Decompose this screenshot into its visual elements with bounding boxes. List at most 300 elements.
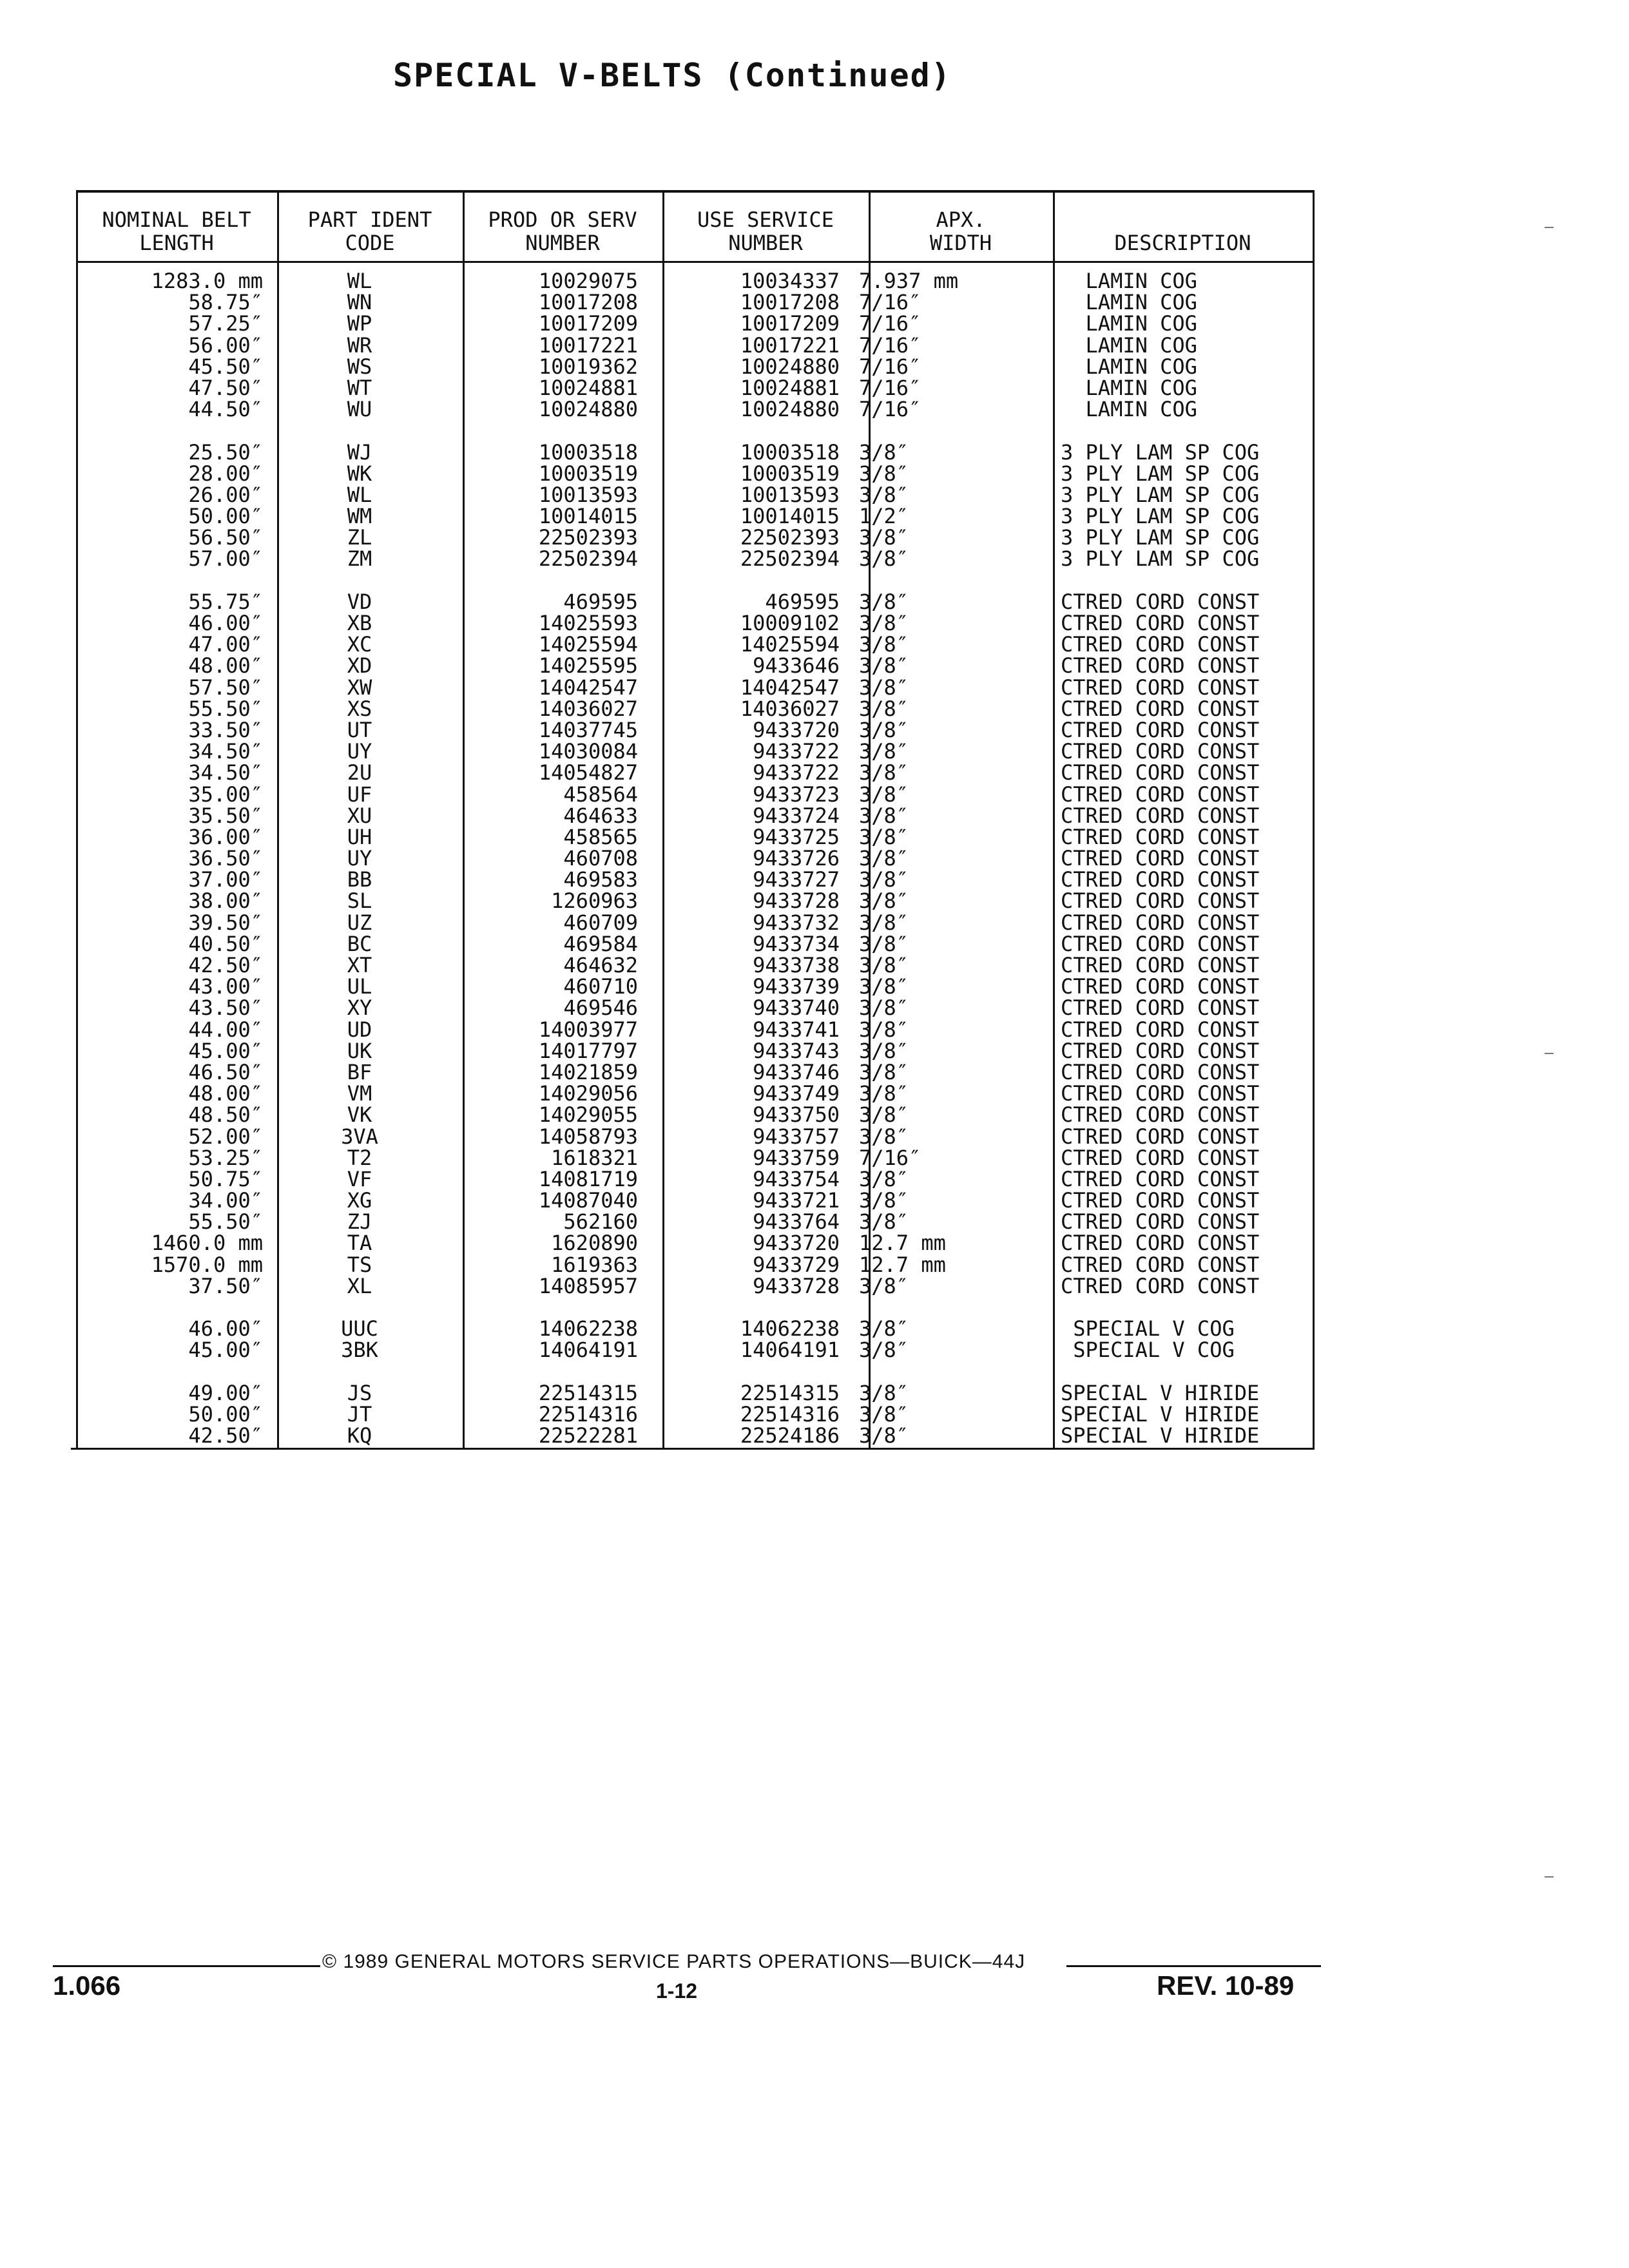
cell-ident-code: BB xyxy=(347,867,372,892)
cell-belt-length: 37.50″ xyxy=(188,1273,263,1298)
cell-belt-length: 48.00″ xyxy=(188,653,263,678)
cell-ident-code: XD xyxy=(347,653,372,678)
cell-apx-width: 3/8″ xyxy=(859,1124,909,1149)
cell-ident-code: ZM xyxy=(347,546,372,572)
column-belt-length xyxy=(76,271,263,1446)
cell-ident-code: UK xyxy=(347,1038,372,1063)
cell-apx-width: 3/8″ xyxy=(859,632,909,657)
cell-belt-length: 55.50″ xyxy=(188,1209,263,1235)
cell-apx-width: 3/8″ xyxy=(859,525,909,550)
cell-belt-length: 47.50″ xyxy=(188,375,263,400)
cell-belt-length: 48.00″ xyxy=(188,1081,263,1106)
cell-prod-serv-number: 14029056 xyxy=(538,1081,638,1106)
cell-description: CTRED CORD CONST xyxy=(1061,717,1260,742)
cell-description: CTRED CORD CONST xyxy=(1061,953,1260,977)
cell-description: CTRED CORD CONST xyxy=(1061,803,1260,828)
cell-description: LAMIN COG xyxy=(1061,269,1197,293)
cell-description: CTRED CORD CONST xyxy=(1061,782,1260,807)
cell-ident-code: VF xyxy=(347,1166,372,1191)
cell-belt-length: 58.75″ xyxy=(188,290,263,315)
cell-use-service-number: 9433757 xyxy=(753,1124,840,1149)
cell-prod-serv-number xyxy=(469,1297,638,1318)
cell-belt-length: 28.00″ xyxy=(188,461,263,486)
cell-ident-code: BC xyxy=(347,931,372,956)
cell-belt-length: 57.25″ xyxy=(188,311,263,336)
cell-apx-width: 3/8″ xyxy=(859,760,909,785)
cell-ident-code: WS xyxy=(347,354,372,379)
cell-apx-width: 3/8″ xyxy=(859,910,909,935)
cell-belt-length xyxy=(76,420,263,441)
cell-ident-code: XG xyxy=(347,1188,372,1213)
cell-ident-code: UH xyxy=(347,824,372,849)
cell-prod-serv-number: 1620890 xyxy=(551,1231,638,1256)
cell-apx-width: 3/8″ xyxy=(859,953,909,977)
cell-prod-serv-number: 10017208 xyxy=(538,290,638,315)
cell-prod-serv-number: 14025595 xyxy=(538,653,638,678)
cell-prod-serv-number xyxy=(469,1361,638,1383)
cell-description: SPECIAL V HIRIDE xyxy=(1061,1401,1260,1427)
cell-ident-code: WL xyxy=(347,269,372,293)
cell-use-service-number: 10014015 xyxy=(740,504,840,529)
cell-use-service-number: 9433720 xyxy=(753,717,840,742)
cell-apx-width: 3/8″ xyxy=(859,974,909,999)
cell-belt-length: 57.00″ xyxy=(188,546,263,572)
cell-description: LAMIN COG xyxy=(1061,375,1197,400)
cell-apx-width: 3/8″ xyxy=(859,1059,909,1084)
cell-ident-code: VM xyxy=(347,1081,372,1106)
cell-description: SPECIAL V HIRIDE xyxy=(1061,1380,1260,1405)
column-divider xyxy=(1313,190,1315,1450)
cell-prod-serv-number: 10003519 xyxy=(538,461,638,486)
cell-apx-width: 7/16″ xyxy=(859,397,921,422)
cell-prod-serv-number: 14037745 xyxy=(538,717,638,742)
cell-prod-serv-number: 458564 xyxy=(563,782,638,807)
cell-apx-width: 7/16″ xyxy=(859,332,921,358)
cell-belt-length: 45.00″ xyxy=(188,1338,263,1363)
cell-apx-width: 3/8″ xyxy=(859,611,909,635)
cell-prod-serv-number: 14042547 xyxy=(538,675,638,700)
cell-ident-code: BF xyxy=(347,1059,372,1084)
cell-apx-width: 3/8″ xyxy=(859,1380,909,1405)
cell-use-service-number: 10024880 xyxy=(740,397,840,422)
margin-mark xyxy=(1545,1876,1554,1878)
cell-prod-serv-number: 10014015 xyxy=(538,504,638,529)
cell-apx-width: 3/8″ xyxy=(859,867,909,892)
cell-ident-code: JT xyxy=(347,1401,372,1427)
cell-use-service-number: 9433722 xyxy=(753,739,840,764)
cell-prod-serv-number: 14021859 xyxy=(538,1059,638,1084)
cell-description: CTRED CORD CONST xyxy=(1061,995,1260,1021)
cell-apx-width: 3/8″ xyxy=(859,1316,909,1341)
cell-belt-length xyxy=(76,1297,263,1318)
cell-ident-code: VD xyxy=(347,589,372,614)
cell-prod-serv-number: 14064191 xyxy=(538,1338,638,1363)
cell-description: CTRED CORD CONST xyxy=(1061,1231,1260,1256)
cell-use-service-number: 9433749 xyxy=(753,1081,840,1106)
cell-apx-width: 3/8″ xyxy=(859,1102,909,1128)
cell-belt-length: 33.50″ xyxy=(188,717,263,742)
cell-belt-length: 55.50″ xyxy=(188,696,263,721)
cell-prod-serv-number: 10019362 xyxy=(538,354,638,379)
cell-use-service-number: 9433726 xyxy=(753,846,840,871)
cell-prod-serv-number: 22502393 xyxy=(538,525,638,550)
cell-apx-width: 3/8″ xyxy=(859,717,909,742)
cell-description: 3 PLY LAM SP COG xyxy=(1061,525,1260,550)
cell-description: CTRED CORD CONST xyxy=(1061,1081,1260,1106)
cell-prod-serv-number: 460708 xyxy=(563,846,638,871)
cell-ident-code: WL xyxy=(347,482,372,507)
cell-apx-width: 3/8″ xyxy=(859,696,909,721)
cell-ident-code: XL xyxy=(347,1273,372,1298)
cell-prod-serv-number: 22522281 xyxy=(538,1423,638,1448)
cell-belt-length: 56.00″ xyxy=(188,332,263,358)
cell-ident-code: XW xyxy=(347,675,372,700)
cell-apx-width: 3/8″ xyxy=(859,1017,909,1042)
cell-prod-serv-number: 22514316 xyxy=(538,1401,638,1427)
cell-description: CTRED CORD CONST xyxy=(1061,696,1260,721)
cell-ident-code: WT xyxy=(347,375,372,400)
cell-use-service-number: 9433738 xyxy=(753,953,840,977)
cell-description: CTRED CORD CONST xyxy=(1061,867,1260,892)
cell-ident-code: WP xyxy=(347,311,372,336)
cell-description: LAMIN COG xyxy=(1061,354,1197,379)
cell-prod-serv-number: 14025593 xyxy=(538,611,638,635)
cell-prod-serv-number: 469595 xyxy=(563,589,638,614)
cell-use-service-number: 9433750 xyxy=(753,1102,840,1128)
cell-use-service-number: 10024880 xyxy=(740,354,840,379)
cell-apx-width: 3/8″ xyxy=(859,995,909,1021)
section-number: 1.066 xyxy=(53,1970,121,2001)
cell-prod-serv-number: 14036027 xyxy=(538,696,638,721)
cell-use-service-number: 14025594 xyxy=(740,632,840,657)
cell-use-service-number: 9433725 xyxy=(753,824,840,849)
cell-description: 3 PLY LAM SP COG xyxy=(1061,439,1260,465)
cell-use-service-number: 9433741 xyxy=(753,1017,840,1042)
cell-apx-width: 3/8″ xyxy=(859,589,909,614)
cell-ident-code: ZJ xyxy=(347,1209,372,1235)
cell-use-service-number: 10024881 xyxy=(740,375,840,400)
cell-belt-length: 50.00″ xyxy=(188,504,263,529)
cell-use-service-number: 10017221 xyxy=(740,332,840,358)
cell-use-service-number: 9433739 xyxy=(753,974,840,999)
cell-ident-code: XC xyxy=(347,632,372,657)
cell-prod-serv-number: 14054827 xyxy=(538,760,638,785)
cell-description: 3 PLY LAM SP COG xyxy=(1061,546,1260,572)
cell-belt-length: 47.00″ xyxy=(188,632,263,657)
cell-ident-code: UL xyxy=(347,974,372,999)
cell-prod-serv-number: 10003518 xyxy=(538,439,638,465)
cell-apx-width: 3/8″ xyxy=(859,1038,909,1063)
cell-use-service-number: 9433743 xyxy=(753,1038,840,1063)
cell-use-service-number: 9433759 xyxy=(753,1145,840,1170)
footer-rule-left xyxy=(53,1965,320,1967)
cell-belt-length: 52.00″ xyxy=(188,1124,263,1149)
cell-prod-serv-number: 464633 xyxy=(563,803,638,828)
cell-use-service-number: 9433732 xyxy=(753,910,840,935)
cell-ident-code xyxy=(269,1297,450,1318)
cell-use-service-number: 9433720 xyxy=(753,1231,840,1256)
cell-belt-length: 38.00″ xyxy=(188,889,263,914)
cell-use-service-number: 22502393 xyxy=(740,525,840,550)
cell-prod-serv-number xyxy=(469,570,638,591)
cell-apx-width: 7/16″ xyxy=(859,311,921,336)
cell-belt-length: 43.00″ xyxy=(188,974,263,999)
cell-apx-width: 3/8″ xyxy=(859,931,909,956)
cell-description xyxy=(1061,1361,1311,1383)
cell-belt-length: 35.00″ xyxy=(188,782,263,807)
header-prod-serv-number: PROD OR SERV NUMBER xyxy=(488,207,637,255)
cell-prod-serv-number: 562160 xyxy=(563,1209,638,1235)
column-ident-code xyxy=(269,271,450,1446)
cell-description: CTRED CORD CONST xyxy=(1061,974,1260,999)
cell-belt-length: 36.00″ xyxy=(188,824,263,849)
cell-ident-code: T2 xyxy=(347,1145,372,1170)
cell-description: CTRED CORD CONST xyxy=(1061,1188,1260,1213)
cell-use-service-number: 10034337 xyxy=(740,269,840,293)
copyright-notice: © 1989 GENERAL MOTORS SERVICE PARTS OPERATIONS—BUICK—44J xyxy=(322,1951,1026,1972)
cell-apx-width: 12.7 mm xyxy=(859,1231,946,1256)
cell-prod-serv-number: 460710 xyxy=(563,974,638,999)
revision-label: REV. 10-89 xyxy=(1157,1970,1295,2001)
cell-ident-code: VK xyxy=(347,1102,372,1128)
cell-apx-width: 3/8″ xyxy=(859,1423,909,1448)
cell-apx-width: 7/16″ xyxy=(859,290,921,315)
cell-prod-serv-number: 22514315 xyxy=(538,1380,638,1405)
cell-belt-length: 56.50″ xyxy=(188,525,263,550)
cell-ident-code: ZL xyxy=(347,525,372,550)
cell-description: CTRED CORD CONST xyxy=(1061,632,1260,657)
cell-description: CTRED CORD CONST xyxy=(1061,1252,1260,1277)
cell-ident-code: UT xyxy=(347,717,372,742)
cell-prod-serv-number: 10024880 xyxy=(538,397,638,422)
cell-belt-length: 1283.0 mm xyxy=(151,269,263,293)
cell-belt-length: 46.00″ xyxy=(188,1316,263,1341)
cell-prod-serv-number: 14081719 xyxy=(538,1166,638,1191)
cell-ident-code: XS xyxy=(347,696,372,721)
cell-use-service-number: 9433728 xyxy=(753,889,840,914)
cell-apx-width: 3/8″ xyxy=(859,482,909,507)
table-header-rule xyxy=(76,261,1315,263)
cell-use-service-number: 469595 xyxy=(765,589,840,614)
cell-use-service-number: 9433764 xyxy=(753,1209,840,1235)
cell-apx-width: 3/8″ xyxy=(859,439,909,465)
page-number: 1-12 xyxy=(656,1979,698,2003)
cell-apx-width: 7/16″ xyxy=(859,354,921,379)
cell-use-service-number xyxy=(659,1297,840,1318)
cell-prod-serv-number xyxy=(469,420,638,441)
cell-prod-serv-number: 14025594 xyxy=(538,632,638,657)
cell-ident-code: 3VA xyxy=(341,1124,378,1149)
cell-prod-serv-number: 14062238 xyxy=(538,1316,638,1341)
cell-ident-code: WM xyxy=(347,504,372,529)
cell-description: CTRED CORD CONST xyxy=(1061,1059,1260,1084)
cell-belt-length: 34.50″ xyxy=(188,760,263,785)
cell-apx-width: 3/8″ xyxy=(859,803,909,828)
cell-belt-length: 57.50″ xyxy=(188,675,263,700)
cell-ident-code: WR xyxy=(347,332,372,358)
cell-use-service-number: 9433746 xyxy=(753,1059,840,1084)
cell-belt-length: 42.50″ xyxy=(188,1423,263,1448)
cell-description: CTRED CORD CONST xyxy=(1061,653,1260,678)
cell-ident-code xyxy=(269,1361,450,1383)
cell-belt-length: 44.50″ xyxy=(188,397,263,422)
cell-description: 3 PLY LAM SP COG xyxy=(1061,482,1260,507)
cell-prod-serv-number: 14017797 xyxy=(538,1038,638,1063)
cell-description xyxy=(1061,570,1311,591)
cell-description: SPECIAL V COG xyxy=(1061,1338,1235,1363)
cell-belt-length: 55.75″ xyxy=(188,589,263,614)
cell-belt-length: 34.00″ xyxy=(188,1188,263,1213)
cell-belt-length: 44.00″ xyxy=(188,1017,263,1042)
cell-description: CTRED CORD CONST xyxy=(1061,611,1260,635)
cell-apx-width: 3/8″ xyxy=(859,1209,909,1235)
cell-prod-serv-number: 14087040 xyxy=(538,1188,638,1213)
cell-description: CTRED CORD CONST xyxy=(1061,1166,1260,1191)
cell-belt-length: 53.25″ xyxy=(188,1145,263,1170)
cell-ident-code: JS xyxy=(347,1380,372,1405)
cell-ident-code: UD xyxy=(347,1017,372,1042)
column-prod-serv-number xyxy=(469,271,638,1446)
cell-use-service-number: 14062238 xyxy=(740,1316,840,1341)
cell-apx-width: 3/8″ xyxy=(859,739,909,764)
cell-apx-width: 3/8″ xyxy=(859,653,909,678)
cell-prod-serv-number: 14030084 xyxy=(538,739,638,764)
cell-use-service-number: 9433754 xyxy=(753,1166,840,1191)
cell-ident-code: WN xyxy=(347,290,372,315)
cell-ident-code: SL xyxy=(347,889,372,914)
cell-belt-length: 40.50″ xyxy=(188,931,263,956)
cell-use-service-number: 22514316 xyxy=(740,1401,840,1427)
margin-mark xyxy=(1545,1053,1554,1054)
cell-description: LAMIN COG xyxy=(1061,332,1197,358)
cell-use-service-number: 22502394 xyxy=(740,546,840,572)
cell-belt-length: 45.50″ xyxy=(188,354,263,379)
cell-ident-code: WU xyxy=(347,397,372,422)
cell-ident-code: XY xyxy=(347,995,372,1021)
cell-apx-width: 3/8″ xyxy=(859,1081,909,1106)
cell-apx-width: 12.7 mm xyxy=(859,1252,946,1277)
cell-use-service-number: 10003518 xyxy=(740,439,840,465)
cell-ident-code: UY xyxy=(347,739,372,764)
header-nominal-length: NOMINAL BELT LENGTH xyxy=(102,207,251,255)
cell-prod-serv-number: 22502394 xyxy=(538,546,638,572)
cell-prod-serv-number: 460709 xyxy=(563,910,638,935)
cell-description: 3 PLY LAM SP COG xyxy=(1061,461,1260,486)
cell-use-service-number: 14042547 xyxy=(740,675,840,700)
cell-description: CTRED CORD CONST xyxy=(1061,1102,1260,1128)
cell-belt-length: 45.00″ xyxy=(188,1038,263,1063)
footer-rule-right xyxy=(1066,1965,1321,1967)
cell-ident-code: KQ xyxy=(347,1423,372,1448)
cell-description: CTRED CORD CONST xyxy=(1061,931,1260,956)
cell-description: SPECIAL V HIRIDE xyxy=(1061,1423,1260,1448)
cell-prod-serv-number: 10029075 xyxy=(538,269,638,293)
cell-description: CTRED CORD CONST xyxy=(1061,675,1260,700)
cell-prod-serv-number: 1618321 xyxy=(551,1145,638,1170)
cell-belt-length xyxy=(76,1361,263,1383)
cell-belt-length: 37.00″ xyxy=(188,867,263,892)
cell-ident-code: WJ xyxy=(347,439,372,465)
cell-use-service-number: 10013593 xyxy=(740,482,840,507)
page-title: SPECIAL V-BELTS (Continued) xyxy=(393,57,952,94)
cell-ident-code: UF xyxy=(347,782,372,807)
cell-ident-code: 3BK xyxy=(341,1338,378,1363)
cell-prod-serv-number: 458565 xyxy=(563,824,638,849)
cell-apx-width: 1/2″ xyxy=(859,504,909,529)
cell-apx-width: 3/8″ xyxy=(859,1338,909,1363)
cell-description: 3 PLY LAM SP COG xyxy=(1061,504,1260,529)
cell-description: CTRED CORD CONST xyxy=(1061,1124,1260,1149)
cell-use-service-number xyxy=(659,570,840,591)
cell-ident-code xyxy=(269,570,450,591)
cell-apx-width: 3/8″ xyxy=(859,846,909,871)
cell-description: CTRED CORD CONST xyxy=(1061,1145,1260,1170)
belt-table xyxy=(76,190,1315,1450)
cell-prod-serv-number: 1260963 xyxy=(551,889,638,914)
cell-ident-code: WK xyxy=(347,461,372,486)
cell-prod-serv-number: 10017221 xyxy=(538,332,638,358)
cell-description: CTRED CORD CONST xyxy=(1061,739,1260,764)
cell-apx-width: 7.937 mm xyxy=(859,269,959,293)
cell-ident-code: XT xyxy=(347,953,372,977)
cell-prod-serv-number: 469546 xyxy=(563,995,638,1021)
cell-belt-length: 48.50″ xyxy=(188,1102,263,1128)
cell-use-service-number: 9433646 xyxy=(753,653,840,678)
cell-description: CTRED CORD CONST xyxy=(1061,1209,1260,1235)
cell-ident-code: UZ xyxy=(347,910,372,935)
cell-use-service-number: 9433728 xyxy=(753,1273,840,1298)
cell-prod-serv-number: 464632 xyxy=(563,953,638,977)
cell-use-service-number xyxy=(659,420,840,441)
cell-ident-code xyxy=(269,420,450,441)
cell-use-service-number: 9433723 xyxy=(753,782,840,807)
header-part-ident: PART IDENT CODE xyxy=(307,207,432,255)
column-description xyxy=(1053,271,1311,1446)
cell-apx-width: 3/8″ xyxy=(859,1401,909,1427)
cell-ident-code: UUC xyxy=(341,1316,378,1341)
cell-belt-length: 42.50″ xyxy=(188,953,263,977)
cell-ident-code: XU xyxy=(347,803,372,828)
cell-use-service-number xyxy=(659,1361,840,1383)
cell-belt-length: 1460.0 mm xyxy=(151,1231,263,1256)
cell-description: CTRED CORD CONST xyxy=(1061,824,1260,849)
table-bottom-rule xyxy=(71,1448,1315,1450)
cell-apx-width: 3/8″ xyxy=(859,1188,909,1213)
cell-belt-length: 46.00″ xyxy=(188,611,263,635)
cell-ident-code: TA xyxy=(347,1231,372,1256)
cell-use-service-number: 14036027 xyxy=(740,696,840,721)
cell-ident-code: XB xyxy=(347,611,372,635)
cell-apx-width: 3/8″ xyxy=(859,782,909,807)
cell-belt-length: 49.00″ xyxy=(188,1380,263,1405)
cell-description: CTRED CORD CONST xyxy=(1061,846,1260,871)
cell-belt-length: 43.50″ xyxy=(188,995,263,1021)
cell-belt-length: 26.00″ xyxy=(188,482,263,507)
cell-apx-width: 3/8″ xyxy=(859,461,909,486)
cell-description: LAMIN COG xyxy=(1061,290,1197,315)
cell-belt-length: 1570.0 mm xyxy=(151,1252,263,1277)
cell-prod-serv-number: 469584 xyxy=(563,931,638,956)
cell-belt-length xyxy=(76,570,263,591)
cell-description: CTRED CORD CONST xyxy=(1061,760,1260,785)
cell-use-service-number: 9433724 xyxy=(753,803,840,828)
cell-use-service-number: 9433740 xyxy=(753,995,840,1021)
cell-apx-width: 3/8″ xyxy=(859,546,909,572)
cell-belt-length: 39.50″ xyxy=(188,910,263,935)
cell-description: CTRED CORD CONST xyxy=(1061,1017,1260,1042)
cell-description: CTRED CORD CONST xyxy=(1061,1273,1260,1298)
cell-ident-code: UY xyxy=(347,846,372,871)
